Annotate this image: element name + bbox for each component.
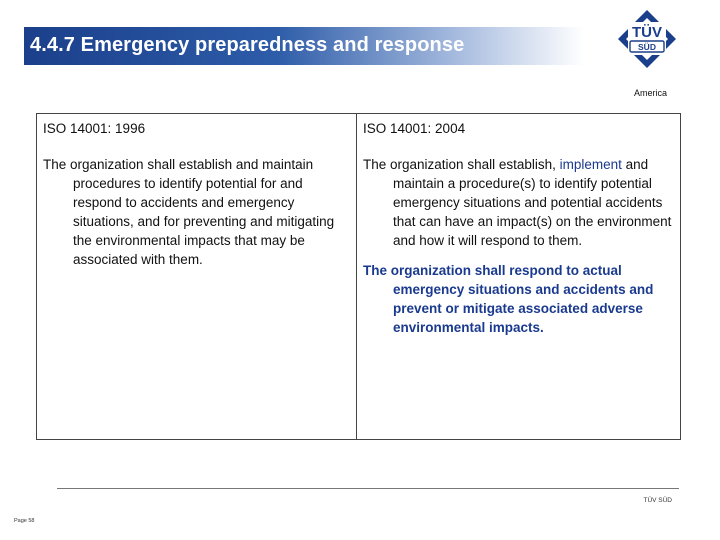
logo-brand-line1: TÜV <box>632 24 662 41</box>
footer-brand: TÜV SÜD <box>643 497 672 504</box>
column-iso-1996 <box>37 114 357 439</box>
column-heading-2004: ISO 14001: 2004 <box>363 121 466 136</box>
title-bar <box>24 27 584 65</box>
comparison-table <box>36 113 681 440</box>
column-heading-1996: ISO 14001: 1996 <box>43 121 146 136</box>
column-iso-2004 <box>357 114 680 439</box>
text-2004-added-requirement: The organization shall respond to actual emergency situations and accidents and prevent or mitigate associated adverse environmental impacts. <box>363 263 654 335</box>
text-2004-part-a: The organization shall establish, <box>363 157 560 172</box>
footer-divider <box>57 488 679 489</box>
page-title: 4.4.7 Emergency preparedness and response <box>30 34 465 56</box>
text-2004-highlight: implement <box>559 157 622 172</box>
text-2004 <box>363 155 674 250</box>
page-number: Page 58 <box>14 518 35 524</box>
tuv-sud-logo <box>612 6 682 98</box>
logo-region: America <box>634 88 668 98</box>
logo-brand-line2: SÜD <box>638 42 656 52</box>
text-2004-part-b: and maintain a procedure(s) to identify potential emergency situations and potential accidents that can have an impact(s) on the environment and how it will respond to them. <box>393 157 672 248</box>
tuv-sud-logo-icon <box>612 6 682 88</box>
text-1996: The organization shall establish and maintain procedures to identify potential for and respond to accidents and emergency situations, and for preventing and mitigating the environmental impacts that may be associated with them. <box>43 157 335 267</box>
